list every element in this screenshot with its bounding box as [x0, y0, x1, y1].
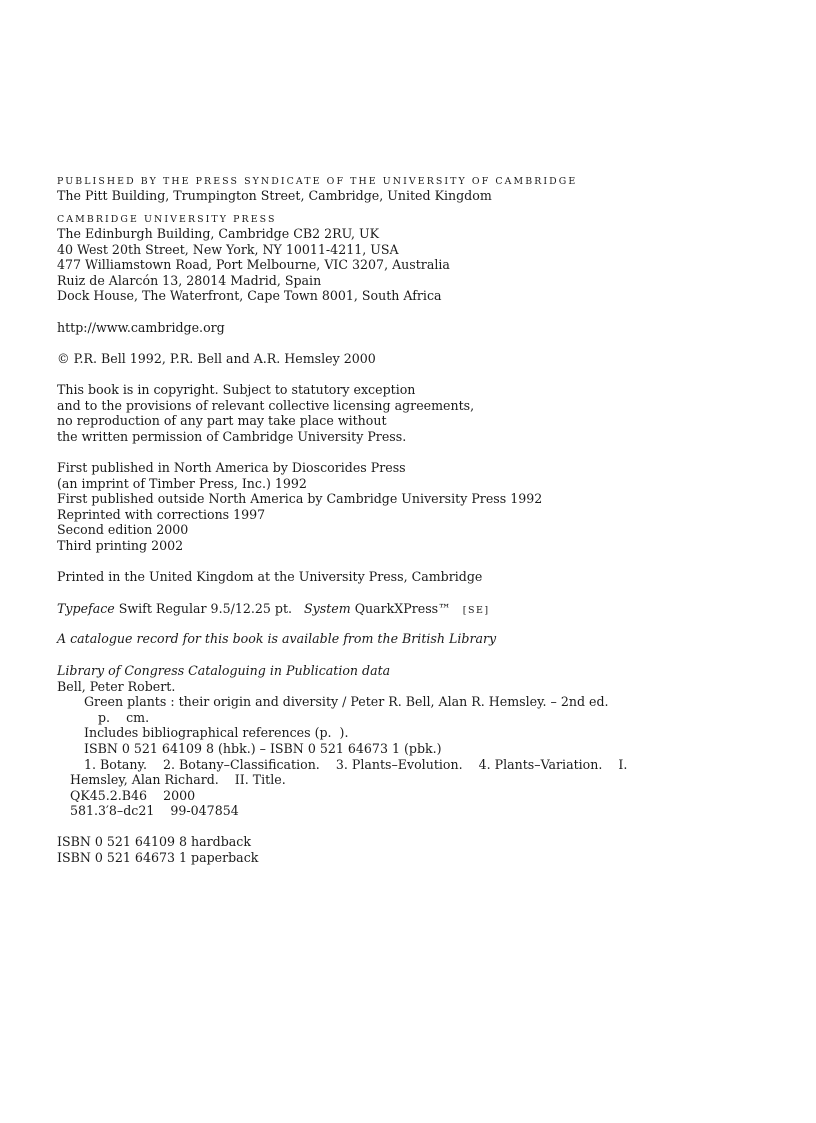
notice-line: no reproduction of any part may take place without: [57, 413, 387, 429]
cip-heading: Library of Congress Cataloguing in Publication data: [57, 663, 391, 678]
isbn-hardback: ISBN 0 521 64109 8 hardback: [57, 834, 251, 849]
copyright-notice: [57, 382, 777, 444]
notice-line: This book is in copyright. Subject to statutory exception: [57, 382, 416, 397]
system-label: System: [304, 601, 351, 616]
website-block: [57, 320, 777, 336]
press-address: 477 Williamstown Road, Port Melbourne, VIC 3207, Australia: [57, 257, 450, 273]
press-address: Dock House, The Waterfront, Cape Town 8001, South Africa: [57, 288, 442, 304]
catalogue-block: [57, 631, 777, 647]
isbn-paperback: ISBN 0 521 64673 1 paperback: [57, 849, 259, 865]
cip-subjects-continued: Hemsley, Alan Richard. II. Title.: [70, 772, 286, 788]
press-heading: CAMBRIDGE UNIVERSITY PRESS: [57, 214, 277, 225]
system-value: QuarkXPress™: [354, 601, 451, 616]
typesetter-code: [SE]: [462, 605, 490, 616]
press-address: 40 West 20th Street, New York, NY 10011-4211, USA: [57, 241, 399, 257]
cip-pages: p. cm.: [98, 709, 150, 725]
history-line: First published outside North America by Cambridge University Press 1992: [57, 491, 543, 507]
history-line: Second edition 2000: [57, 522, 189, 538]
publisher-address: The Pitt Building, Trumpington Street, Cambridge, United Kingdom: [57, 188, 492, 203]
history-line: Third printing 2002: [57, 537, 184, 553]
website-url: http://www.cambridge.org: [57, 320, 225, 335]
cip-dewey-number: 581.3′8–dc21 99-047854: [70, 803, 239, 819]
typeface-block: [57, 601, 777, 619]
publisher-heading: PUBLISHED BY THE PRESS SYNDICATE OF THE UNIVERSITY OF CAMBRIDGE: [57, 176, 578, 187]
typeface-value: Swift Regular 9.5/12.25 pt.: [118, 601, 293, 616]
history-line: First published in North America by Dioscorides Press: [57, 460, 406, 475]
cip-subjects: 1. Botany. 2. Botany–Classification. 3. Plants–Evolution. 4. Plants–Variation. I.: [84, 756, 628, 772]
press-address: The Edinburgh Building, Cambridge CB2 2RU, UK: [57, 226, 380, 241]
notice-line: and to the provisions of relevant collective licensing agreements,: [57, 397, 475, 413]
cip-author: Bell, Peter Robert.: [57, 678, 176, 694]
cip-bibliography: Includes bibliographical references (p. ).: [84, 725, 349, 741]
typeface-label: Typeface: [57, 601, 115, 616]
cip-block: [57, 663, 777, 819]
cip-isbn: ISBN 0 521 64109 8 (hbk.) – ISBN 0 521 64673 1 (pbk.): [84, 740, 442, 756]
history-line: (an imprint of Timber Press, Inc.) 1992: [57, 475, 307, 491]
press-block: [57, 213, 777, 304]
publication-history: [57, 460, 777, 554]
cip-lc-number: QK45.2.B46 2000: [70, 787, 196, 803]
history-line: Reprinted with corrections 1997: [57, 506, 266, 522]
copyright-block: [57, 351, 777, 367]
publisher-block: [57, 175, 777, 204]
isbn-block: [57, 834, 777, 865]
printed-line: Printed in the United Kingdom at the University Press, Cambridge: [57, 569, 483, 584]
printed-block: [57, 569, 777, 585]
cip-title: Green plants : their origin and diversity / Peter R. Bell, Alan R. Hemsley. – 2nd ed.: [84, 694, 609, 710]
notice-line: the written permission of Cambridge University Press.: [57, 428, 407, 444]
press-address: Ruiz de Alarcón 13, 28014 Madrid, Spain: [57, 272, 322, 288]
copyright-line: © P.R. Bell 1992, P.R. Bell and A.R. Hemsley 2000: [57, 351, 376, 366]
typeface-line: [57, 601, 777, 619]
catalogue-note: A catalogue record for this book is available from the British Library: [57, 631, 497, 646]
